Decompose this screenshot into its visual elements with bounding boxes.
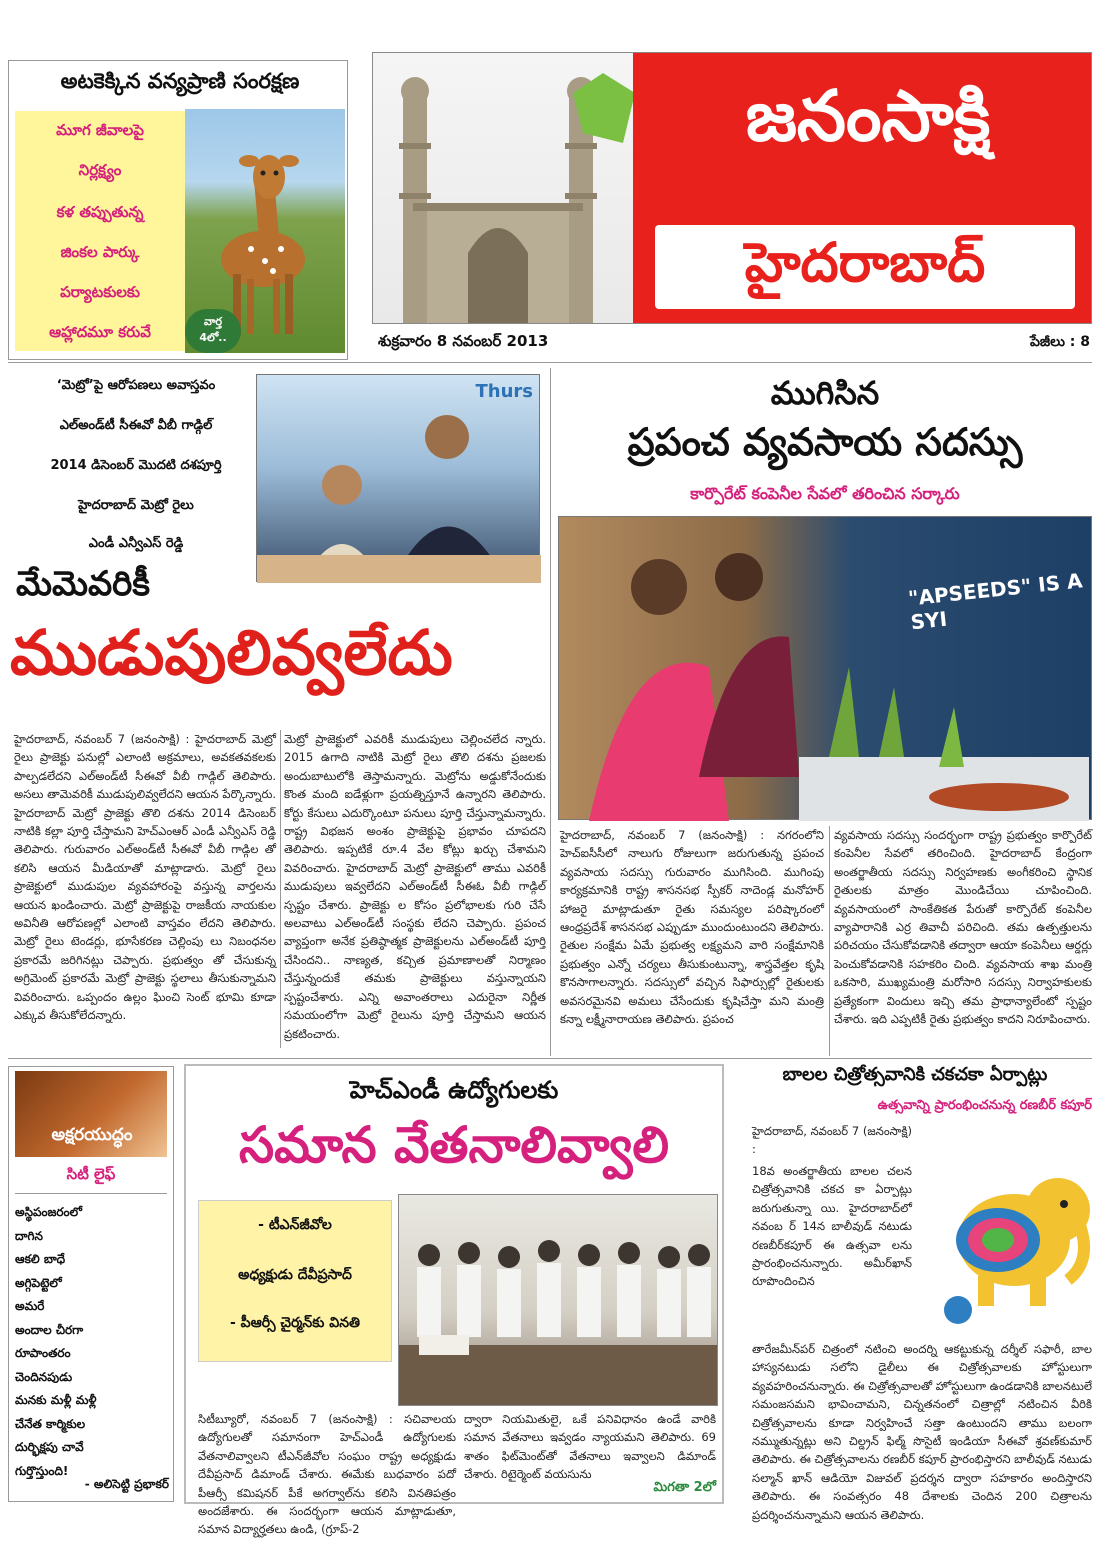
metro-press-photo [256, 374, 540, 582]
agri-col-rule [829, 826, 830, 1056]
quote-line: - టీఎన్‌జీవోల [258, 1217, 332, 1233]
metro-body-col1: హైదరాబాద్, నవంబర్ 7 (జనంసాక్షి) : హైదరాబాద్ మెట్రో రైలు ప్రాజెక్టు పనుల్లో ఎలాంటి అక్రమాలు, అవకతవకలకు పాల్పడలేదని ఎల్‌అండ్‌టీ సీఈవో వీబీ గాడ్గిల్ తెలిపారు. అసలు తామెవరికీ ముడుపులివ్వలేదని ఆయన పేర్కొన్నారు. హైదరాబాద్ మెట్రో ప్రాజెక్టు తొలి దశను 2014 డిసెంబర్ నాటికి కల్లా పూర్తి చేస్తామని హెచ్‌ఎంఆర్ ఎండీ ఎన్వీఎస్ రెడ్డి తెలిపారు. గురువారం ఎల్‌అండ్‌టీ సీఈవో వీబీ గాడ్గిల తో కలిసి ఆయన మీడియాతో మాట్లాడారు. మెట్రో రైలు ప్రాజెక్టులో ముడుపుల వ్యవహారంపై వస్తున్న వార్తలను ఆయన ఖండించారు. మెట్రో ప్రాజెక్టుపై రాజకీయ నాయకుల అవినీతి ఆరోపణల్లో ఎలాంటి వాస్తవం లేదని తెలిపారు. మెట్రో రైలు టెండర్లు, భూసేకరణ చెల్లింపు లు నిబంధనల ప్రకారమే జరిగినట్లు చెప్పారు. ప్రభుత్వం తో చేసుకున్న అగ్రిమెంట్ ప్రకారమే మెట్రో ప్రాజెక్టు స్థలాలు తీసుకున్నామని వివరించారు. ఒప్పందం ఉల్లం ఘించి సెంట్ భూమి కూడా ఎక్కువ తీసుకోలేదన్నారు. [14, 732, 276, 1023]
kicker-line: హైదరాబాద్ మెట్రో రైలు [78, 498, 194, 513]
teaser-line: మూగ జీవాలపై [56, 121, 144, 139]
poem-line: గుర్తొస్తుంది! [15, 1463, 69, 1478]
hmda-body-col2: ద్వారా నియమితులై, ఒకే పనివిధానం ఉండే వారికి సమాన వేతనాలు ఇవ్వడం న్యాయమని తెలిపారు. 69 శాతం ఫిట్‌మెంట్‌తో వేతనాలు ఇవ్వాలని డిమాండ్ చేశారు. రిటైర్మెంట్ వయసును [464, 1412, 716, 1482]
column-logo [15, 1071, 167, 1157]
metro-headline-small: మేమెవరికీ [16, 564, 151, 604]
photo-backdrop-text: Thurs [475, 381, 533, 402]
poem-line: అమరే [15, 1299, 45, 1313]
poem-line: దాగిన [15, 1228, 43, 1243]
quote-line: - పీఆర్సీ చైర్మన్‌కు వినతి [229, 1315, 361, 1331]
hmda-continued[interactable]: మిగతా 2లో [653, 1480, 716, 1495]
charminar-icon [373, 53, 633, 323]
farmers-icon [559, 517, 1093, 821]
issue-date: శుక్రవారం 8 నవంబర్ 2013 [378, 332, 549, 350]
see-page-badge[interactable] [185, 309, 241, 353]
poem-line: దుర్భిక్షపు చావే [15, 1440, 84, 1454]
page-count: పేజీలు : 8 [1029, 334, 1090, 350]
expo-banner-text: "APSEEDS" IS A SYI [906, 568, 1084, 635]
hmda-quote-box [198, 1200, 392, 1362]
poem-line: చేనేత కార్మికుల [15, 1416, 86, 1431]
paper-name: జనంసాక్షి [745, 75, 991, 157]
kicker-line: ఎండీ ఎన్వీఎస్ రెడ్డి [88, 536, 184, 551]
metro-col-rule [280, 730, 281, 1048]
quote-line: అధ్యక్షుడు దేవీప్రసాద్ [238, 1267, 352, 1283]
sidebar-section-title: సిటీ లైఫ్ [66, 1165, 116, 1183]
poem-line: ఆకలి బాధే [15, 1252, 66, 1266]
children-headline: బాలల చిత్రోత్సవానికి చకచకా ఏర్పాట్లు [782, 1064, 1048, 1085]
charminar-photo [373, 53, 633, 323]
wildlife-teaser-box [8, 60, 348, 360]
middle-rule [8, 1058, 1092, 1059]
children-wide-col: తారేజమీన్‌పర్ చిత్రంలో నటించి అందర్ని ఆకట్టుకున్న దర్శీల్ సఫారీ, బాల హాస్యనటుడు సలోని డైలీలు ఈ చిత్రోత్సవాలకు హోస్టులుగా వ్యవహరించనున్నారు. ఈ చిత్రోత్సవాలతో హోస్టులుగా ఉండడానికి బాలనటులే సమంజసమని భావించామని, చిన్నతనంలో చిత్రాల్లో నటించిన వీరికి చిత్రోత్సవాలను కూడా నిర్వహించే సత్తా ఉంటుందని తాము బలంగా నమ్ముతున్నట్లు అని చిల్డ్రన్ ఫిల్మ్ సొసైటీ ఇండియా సీఈవో శ్రవణ్‌కుమార్ తెలిపారు. ఈ చిత్రోత్సవాలను రణబీర్ కపూర్ ప్రారంభిస్తారని బాలీవుడ్ నటుడు సల్మాన్ ఖాన్ ఆడియో విజువల్ ప్రదర్శన ద్వారా సహకారం అందిస్తారని తెలిపారు. ఈ సంవత్సరం 48 దేశాలకు చెందిన 200 చిత్రాలను ప్రదర్శించనున్నామని ఆయన తెలిపారు. [752, 1342, 1092, 1522]
hmda-body-col1: సిటీబ్యూరో, నవంబర్ 7 (జనంసాక్షి) : సచివాలయ ఉద్యోగులతో సమానంగా హెచ్‌ఎండీ ఉద్యోగులకు వేతనాలివ్వాలని టీఎన్‌జీవోల సంఘం రాష్ట్ర అధ్యక్షుడు దేవీప్రసాద్ డిమాండ్ చేశారు. ఈమేకు బుధవారం పదో పీఆర్సీ కమిషనర్ పీకే అగర్వాల్‌ను కలిసి వినతిపత్రం అందజేశారు. ఈ సందర్భంగా ఆయన మాట్లాడుతూ, సమాన విద్యార్హతలు ఉండి, (గ్రూప్-2 [198, 1412, 456, 1537]
poem-line: చెందినపుడు [15, 1369, 73, 1384]
sidebar-box [8, 1066, 174, 1502]
agri-body-col2: వ్యవసాయ సదస్సు సందర్భంగా రాష్ట్ర ప్రభుత్వం కార్పొరేట్ కంపెనీల సేవలో తరించింది. హైదరాబాద్ కేంద్రంగా అంతర్జాతీయ సదస్సు నిర్వహణకు అంగీకరించి స్థానిక రైతులకు మాత్రం మొండిచేయి చూపించింది. వ్యవసాయంలో సాంకేతికత పేరుతో కార్పొరేట్ కంపెనీల వ్యాపారానికి ఎర్ర తివాచీ పరిచింది. తమ ఉత్పత్తులను పరిచయం చేసుకోవడానికి తద్వారా ఆయా కంపెనీలు ఆర్డర్లు పెంచుకోవడానికి సహకరిం చింది. వ్యవసాయ శాఖ మంత్రి ఒకసారి, ముఖ్యమంత్రి మరోసారి సదస్సు నిర్వాహకులకు ప్రత్యేకంగా విందులు ఇచ్చి తమ ప్రాధాన్యాలేంటో స్పష్టం చేశారు. ఇది ఎప్పటికీ రైతు ప్రభుత్వం కాదని నిరూపించారు. [834, 828, 1092, 1027]
agri-expo-photo [558, 516, 1092, 820]
children-subhead: ఉత్సవాన్ని ప్రారంభించనున్న రణబీర్ కపూర్ [877, 1098, 1092, 1113]
wildlife-headline: అటకెక్కిన వన్యప్రాణి సంరక్షణ [60, 69, 300, 93]
children-narrow-col: 18వ అంతర్జాతీయ బాలల చలన చిత్రోత్సవానికి చకచ కా ఏర్పాట్లు జరుగుతున్నా యి. హైదరాబాద్‌లో నవంబ ర్ 14న బాలీవుడ్ నటుడు రణబీర్‌కపూర్ ఈ ఉత్సవా లను ప్రారంభించనున్నారు. అమీర్‌ఖాన్ రూపొందించిన [752, 1164, 912, 1289]
city-name: హైదరాబాద్ [744, 231, 986, 294]
poem-line: మనకు మళ్లీ మళ్లీ [15, 1393, 97, 1407]
hmda-delegation-photo [398, 1194, 718, 1406]
elephant-icon [918, 1150, 1094, 1330]
metro-body-col2: మెట్రో ప్రాజెక్టులో ఎవరికీ ముడుపులు చెల్లించలేద న్నారు. 2015 ఉగాది నాటికి మెట్రో రైలు తొలి దశను ప్రజలకు అందుబాటులోకి తెస్తామన్నారు. మెట్రోను అడ్డుకోనేందుకు కొంత మంది ఐడేళ్లుగా ప్రయత్నిస్తూనే ఉన్నారని తెలిపారు. కోర్టు కేసులు ఎదుర్కొంటూ పనులు పూర్తి చేస్తున్నామన్నారు. రాష్ట్ర విభజన అంశం ప్రాజెక్టుపై ప్రభావం చూపదని తెలిపారు. ఇప్పటికే రూ.4 వేల కోట్లు ఖర్చు చేశామని వివరించారు. హైదరాబాద్ మెట్రో ప్రాజెక్టులో తాము ఎవరికీ ముడుపులు ఇవ్వలేదని ఎల్‌అండ్‌టీ సీఈఓ వీబీ గాడ్గిల్ స్పష్టం చేశారు. ప్రాజెక్టు ల కోసం ప్రలోభాలకు గురి చేసే అలవాటు ఎల్‌అండ్‌టీ సంస్థకు లేదని చెప్పారు. ప్రపంచ వ్యాప్తంగా అనేక ప్రతిష్ఠాత్మక ప్రాజెక్టులను ఎల్‌అండ్‌టీ పూర్తి చేసిందని.. నాణ్యత, కచ్చిత ప్రమాణాలతో నిర్మాణం చేస్తున్నందుకే తమకు ప్రాజెక్టులు వస్తున్నాయని స్పష్టంచేశారు. ఎన్ని అవాంతరాలు ఎదురైనా నిర్ణీత సమయంలోగా మెట్రో రైలును పూర్తి చేస్తామని ఆయన ప్రకటించారు. [284, 732, 546, 1041]
agri-subtitle: కార్పొరేట్ కంపెనీల సేవలో తరించిన సర్కారు [690, 484, 960, 503]
masthead [372, 52, 1092, 324]
kicker-line: ఎల్‌అండ్‌టీ సీఈవో వీబీ గాడ్గిల్ [59, 418, 213, 433]
poem-line: అస్థిపంజరంలో [15, 1205, 82, 1219]
poem-line: రూపాంతరం [15, 1346, 71, 1360]
elephant-logo [918, 1150, 1094, 1330]
delegation-icon [399, 1195, 717, 1405]
top-rule [8, 362, 1092, 363]
agri-title2: ప్రపంచ వ్యవసాయ సదస్సు [627, 420, 1023, 464]
hmda-headline: సమాన వేతనాలివ్వాలి [238, 1116, 669, 1174]
column-logo-text: అక్షరయుద్ధం [51, 1125, 133, 1145]
poem-line: అగ్గిపెట్టెలో [15, 1275, 62, 1290]
hmda-kicker: హెచ్‌ఎండీ ఉద్యోగులకు [349, 1076, 559, 1104]
poem-author: - అలిసెట్టి ప్రభాకర్ [84, 1477, 169, 1491]
poem-line: అందాల చీరగా [15, 1322, 84, 1337]
kicker-line: ‘మెట్రో’పై ఆరోపణలు అవాస్తవం [56, 378, 216, 393]
teaser-line: నిర్లక్ష్యం [78, 161, 122, 179]
agri-body-col1: హైదరాబాద్, నవంబర్ 7 (జనంసాక్షి) : నగరంలోని హెచ్‌ఐసీసీలో నాలుగు రోజులుగా జరుగుతున్న ప్రపంచ వ్యవసాయ సదస్సు గురువారం ముగిసింది. ముగింపు కార్యక్రమానికి రాష్ట్ర శాసనసభ స్పీకర్ నాదెండ్ల మనోహర్ హాజరై మాట్లాడుతూ రైతు సమస్యల పరిష్కారంలో ఆంధ్రప్రదేశ్ శాసనసభ ఎప్పుడూ ముందుంటుందని తెలిపారు. రైతుల సంక్షేమ ఏమే ప్రభుత్వ లక్ష్యమని వారి సంక్షేమానికి ప్రభుత్వం ఎన్నో చర్యలు తీసుకుంటున్నా, శాస్త్రవేత్తల కృషి కొనసాగాలన్నారు. సదస్సులో వచ్చిన సిఫార్సుల్లో రైతులకు అవసరమైనవి అమలు చేసేందుకు కృషిచేస్తా మని మంత్రి కన్నా లక్ష్మీనారాయణ తెలిపారు. ప్రపంచ [560, 828, 824, 1027]
brand-panel [633, 53, 1091, 323]
poem-block [15, 1201, 171, 1483]
badge-line2: 4లో.. [199, 331, 227, 344]
teaser-line: పర్యాటకులకు [60, 283, 140, 301]
sidebar-rule [15, 1193, 167, 1194]
kicker-line: 2014 డిసెంబర్ మొదటి దశపూర్తి [50, 458, 222, 473]
teaser-line: జింకల పార్కు [60, 243, 140, 261]
metro-headline: ముడుపులివ్వలేదు [10, 616, 453, 689]
teaser-line: ఆహ్లాదమూ కరువే [49, 323, 151, 341]
center-rule [550, 368, 551, 1056]
hmda-box [184, 1064, 724, 1537]
city-banner [655, 225, 1075, 309]
teaser-lines [15, 111, 185, 351]
teaser-line: కళ తప్పుతున్న [56, 203, 144, 221]
speakers-icon [257, 375, 541, 583]
children-dateline: హైదరాబాద్, నవంబర్ 7 (జనంసాక్షి) : [752, 1124, 912, 1157]
badge-line1: వార్త [203, 315, 223, 328]
agri-title1: ముగిసిన [770, 374, 880, 412]
